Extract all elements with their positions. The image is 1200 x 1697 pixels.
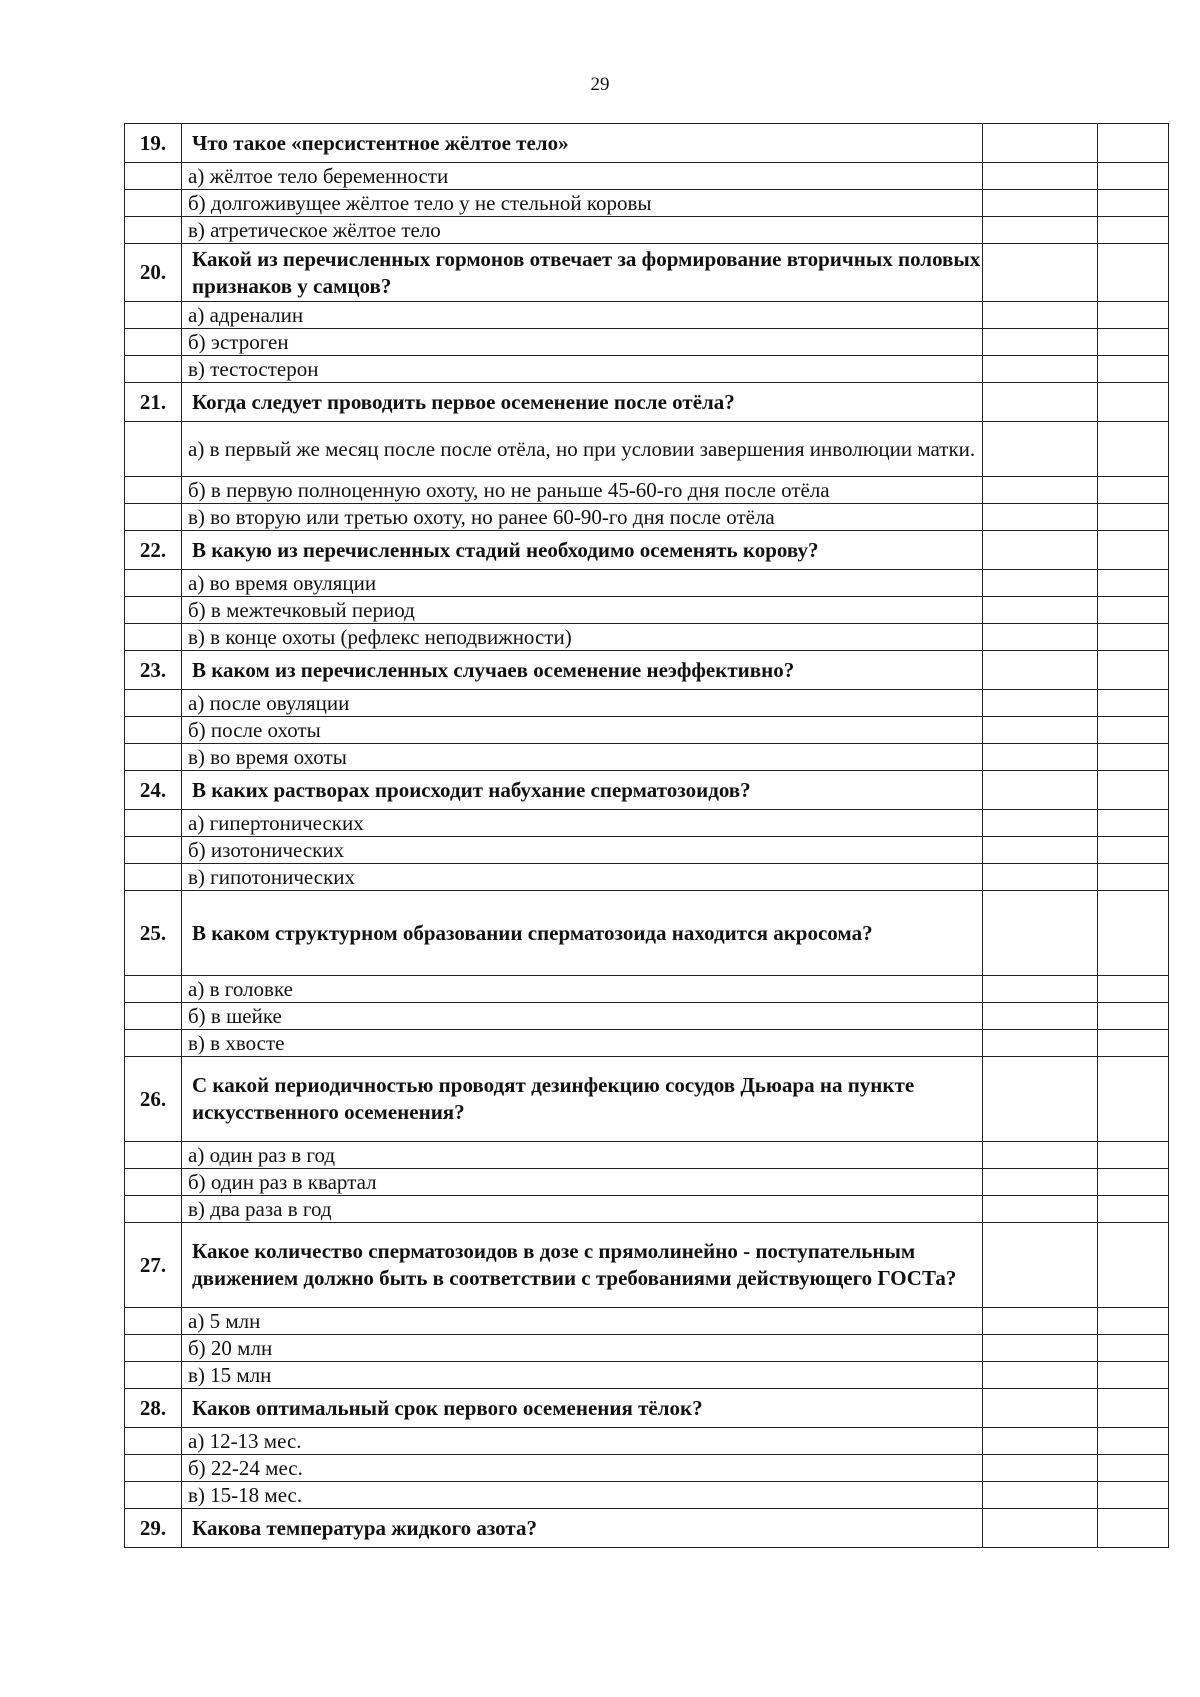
- question-text: Какой из перечисленных гормонов отвечает за формирование вторичных половых признаков у самцов?: [182, 244, 983, 302]
- question-row: [125, 891, 1169, 976]
- question-row: [125, 124, 1169, 163]
- option-text: б) в межтечковый период: [182, 597, 983, 624]
- question-row: [125, 1509, 1169, 1548]
- question-text: В каком структурном образовании сперматозоида находится акросома?: [182, 891, 983, 976]
- option-text: а) в первый же месяц после после отёла, но при условии завершения инволюции матки.: [182, 422, 983, 477]
- question-row: [125, 1223, 1169, 1308]
- option-text: в) во время охоты: [182, 744, 983, 771]
- question-number: 19.: [125, 124, 182, 163]
- option-row: [125, 570, 1169, 597]
- question-row: [125, 771, 1169, 810]
- option-row: [125, 624, 1169, 651]
- option-row: [125, 190, 1169, 217]
- option-row: [125, 864, 1169, 891]
- score-cell: [1098, 651, 1169, 690]
- question-text: С какой периодичностью проводят дезинфекцию сосудов Дьюара на пункте искусственного осеменения?: [182, 1057, 983, 1142]
- question-row: [125, 1057, 1169, 1142]
- answer-cell: [983, 531, 1098, 570]
- option-row: [125, 1482, 1169, 1509]
- option-text: а) один раз в год: [182, 1142, 983, 1169]
- option-row: [125, 163, 1169, 190]
- score-cell: [1098, 1389, 1169, 1428]
- option-row: [125, 302, 1169, 329]
- option-row: [125, 1335, 1169, 1362]
- option-row: [125, 1169, 1169, 1196]
- score-cell: [1098, 1223, 1169, 1308]
- option-text: б) изотонических: [182, 837, 983, 864]
- option-row: [125, 1196, 1169, 1223]
- option-row: [125, 1362, 1169, 1389]
- question-text: Какое количество сперматозоидов в дозе с прямолинейно - поступательным движением должно быть в соответствии с требованиями действующего ГОСТа?: [182, 1223, 983, 1308]
- question-row: [125, 1389, 1169, 1428]
- answer-cell: [983, 1389, 1098, 1428]
- question-number: 20.: [125, 244, 182, 302]
- option-row: [125, 597, 1169, 624]
- question-row: [125, 383, 1169, 422]
- answer-cell: [983, 383, 1098, 422]
- option-row: [125, 1428, 1169, 1455]
- answer-cell: [983, 1223, 1098, 1308]
- option-row: [125, 717, 1169, 744]
- option-text: в) во вторую или третью охоту, но ранее 60-90-го дня после отёла: [182, 504, 983, 531]
- question-number: 26.: [125, 1057, 182, 1142]
- option-text: в) 15-18 мес.: [182, 1482, 983, 1509]
- question-number: 23.: [125, 651, 182, 690]
- option-text: в) в хвосте: [182, 1030, 983, 1057]
- answer-cell: [983, 244, 1098, 302]
- option-row: [125, 1308, 1169, 1335]
- option-row: [125, 217, 1169, 244]
- question-text: В каких растворах происходит набухание сперматозоидов?: [182, 771, 983, 810]
- question-row: [125, 244, 1169, 302]
- option-text: в) атретическое жёлтое тело: [182, 217, 983, 244]
- option-text: в) в конце охоты (рефлекс неподвижности): [182, 624, 983, 651]
- question-row: [125, 531, 1169, 570]
- option-row: [125, 1142, 1169, 1169]
- question-text: Что такое «персистентное жёлтое тело»: [182, 124, 983, 163]
- option-row: [125, 422, 1169, 477]
- question-text: Когда следует проводить первое осеменение после отёла?: [182, 383, 983, 422]
- option-row: [125, 1030, 1169, 1057]
- score-cell: [1098, 1057, 1169, 1142]
- option-text: а) во время овуляции: [182, 570, 983, 597]
- score-cell: [1098, 891, 1169, 976]
- option-text: б) в первую полноценную охоту, но не раньше 45-60-го дня после отёла: [182, 477, 983, 504]
- option-row: [125, 690, 1169, 717]
- score-cell: [1098, 531, 1169, 570]
- score-cell: [1098, 1509, 1169, 1548]
- answer-cell: [983, 771, 1098, 810]
- score-cell: [1098, 771, 1169, 810]
- answer-cell: [983, 891, 1098, 976]
- option-text: а) адреналин: [182, 302, 983, 329]
- option-text: а) жёлтое тело беременности: [182, 163, 983, 190]
- question-number: 28.: [125, 1389, 182, 1428]
- option-row: [125, 1003, 1169, 1030]
- option-text: в) гипотонических: [182, 864, 983, 891]
- question-number: 22.: [125, 531, 182, 570]
- option-row: [125, 810, 1169, 837]
- option-text: б) эстроген: [182, 329, 983, 356]
- page-number: 29: [590, 74, 610, 95]
- option-row: [125, 1455, 1169, 1482]
- question-text: Какова температура жидкого азота?: [182, 1509, 983, 1548]
- question-text: Каков оптимальный срок первого осеменения тёлок?: [182, 1389, 983, 1428]
- option-row: [125, 329, 1169, 356]
- option-text: а) гипертонических: [182, 810, 983, 837]
- option-text: а) 12-13 мес.: [182, 1428, 983, 1455]
- option-text: б) один раз в квартал: [182, 1169, 983, 1196]
- question-number: 29.: [125, 1509, 182, 1548]
- questions-table: [124, 123, 1169, 1548]
- option-text: б) в шейке: [182, 1003, 983, 1030]
- question-number: 25.: [125, 891, 182, 976]
- option-row: [125, 356, 1169, 383]
- score-cell: [1098, 124, 1169, 163]
- score-cell: [1098, 244, 1169, 302]
- option-text: в) тестостерон: [182, 356, 983, 383]
- question-row: [125, 651, 1169, 690]
- option-row: [125, 837, 1169, 864]
- option-text: б) 22-24 мес.: [182, 1455, 983, 1482]
- answer-cell: [983, 1057, 1098, 1142]
- question-number: 21.: [125, 383, 182, 422]
- option-row: [125, 477, 1169, 504]
- question-number: 24.: [125, 771, 182, 810]
- option-text: б) после охоты: [182, 717, 983, 744]
- question-number: 27.: [125, 1223, 182, 1308]
- option-row: [125, 744, 1169, 771]
- question-text: В каком из перечисленных случаев осеменение неэффективно?: [182, 651, 983, 690]
- option-row: [125, 504, 1169, 531]
- option-text: а) 5 млн: [182, 1308, 983, 1335]
- answer-cell: [983, 651, 1098, 690]
- option-text: б) 20 млн: [182, 1335, 983, 1362]
- option-text: в) 15 млн: [182, 1362, 983, 1389]
- score-cell: [1098, 383, 1169, 422]
- option-text: в) два раза в год: [182, 1196, 983, 1223]
- question-text: В какую из перечисленных стадий необходимо осеменять корову?: [182, 531, 983, 570]
- option-text: а) в головке: [182, 976, 983, 1003]
- option-row: [125, 976, 1169, 1003]
- option-text: а) после овуляции: [182, 690, 983, 717]
- answer-cell: [983, 124, 1098, 163]
- answer-cell: [983, 1509, 1098, 1548]
- option-text: б) долгоживущее жёлтое тело у не стельной коровы: [182, 190, 983, 217]
